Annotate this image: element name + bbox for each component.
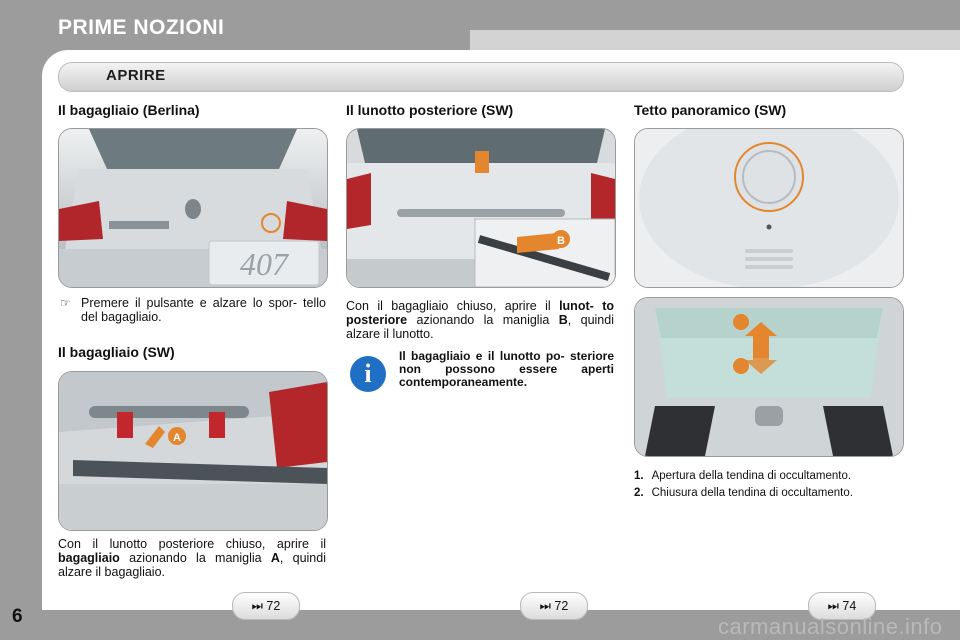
model-badge: 407 — [240, 246, 288, 282]
sw-trunk-text-bold: bagagliaio — [58, 551, 120, 565]
handle-a-label: A — [173, 432, 181, 444]
page-ref-72[interactable] — [520, 592, 588, 620]
info-icon: i — [350, 356, 386, 392]
lunotto-text-bold: lunot- to posteriore — [346, 299, 614, 327]
list-item — [634, 470, 851, 482]
banner-title: APRIRE — [106, 67, 166, 84]
lunotto-text-1: Con il bagagliaio chiuso, aprire il — [346, 299, 560, 313]
handle-b-label: B — [557, 235, 565, 247]
sw-trunk-description — [58, 537, 326, 579]
roof-interior-photo — [634, 297, 904, 457]
list-item-text: Apertura della tendina di occultamento. — [651, 470, 852, 482]
lunotto-text-2: azionando la maniglia — [407, 313, 559, 327]
section-banner — [58, 62, 904, 92]
section-title-tetto: Tetto panoramico (SW) — [634, 102, 787, 118]
lunotto-description — [346, 299, 614, 341]
list-item-number: 2. — [634, 487, 644, 499]
page-ref-72[interactable] — [232, 592, 300, 620]
berlina-trunk-photo — [58, 128, 328, 288]
page-ref-label: 72 — [554, 599, 569, 613]
section-title-sw-trunk: Il bagagliaio (SW) — [58, 344, 175, 360]
list-item-text: Chiusura della tendina di occultamento. — [651, 487, 853, 499]
lunotto-text-label: B — [558, 313, 568, 327]
lunotto-text-3: , quindi alzare il lunotto. — [346, 313, 614, 341]
berlina-instruction — [60, 296, 326, 324]
roof-exterior-photo — [634, 128, 904, 288]
section-title-lunotto: Il lunotto posteriore (SW) — [346, 102, 514, 118]
next-page-icon: ⏭ — [539, 599, 551, 613]
berlina-instruction-text: Premere il pulsante e alzare lo spor- tello del bagagliaio. — [81, 296, 326, 324]
next-page-icon: ⏭ — [251, 599, 263, 613]
lunotto-note: Il bagagliaio e il lunotto po- steriore non possono essere aperti contemporaneamente. — [399, 349, 614, 389]
lunotto-photo — [346, 128, 616, 288]
page-ref-label: 72 — [266, 599, 281, 613]
sw-trunk-text-1: Con il lunotto posteriore chiuso, aprire il — [58, 537, 326, 551]
sw-trunk-photo — [58, 371, 328, 531]
list-item — [634, 487, 853, 499]
watermark: carmanualsonline.info — [718, 614, 943, 639]
sw-trunk-text-2: azionando la maniglia — [119, 551, 271, 565]
sw-trunk-text-3: , quindi alzare il bagagliaio. — [58, 551, 326, 579]
page-number: 6 — [12, 606, 23, 627]
page-ref-label: 74 — [842, 599, 857, 613]
hand-pointer-icon: ☞ — [60, 296, 71, 310]
section-title-berlina: Il bagagliaio (Berlina) — [58, 102, 200, 118]
list-item-number: 1. — [634, 470, 644, 482]
next-page-icon: ⏭ — [827, 599, 839, 613]
sw-trunk-text-label: A — [270, 551, 280, 565]
page-title: PRIME NOZIONI — [58, 16, 225, 39]
